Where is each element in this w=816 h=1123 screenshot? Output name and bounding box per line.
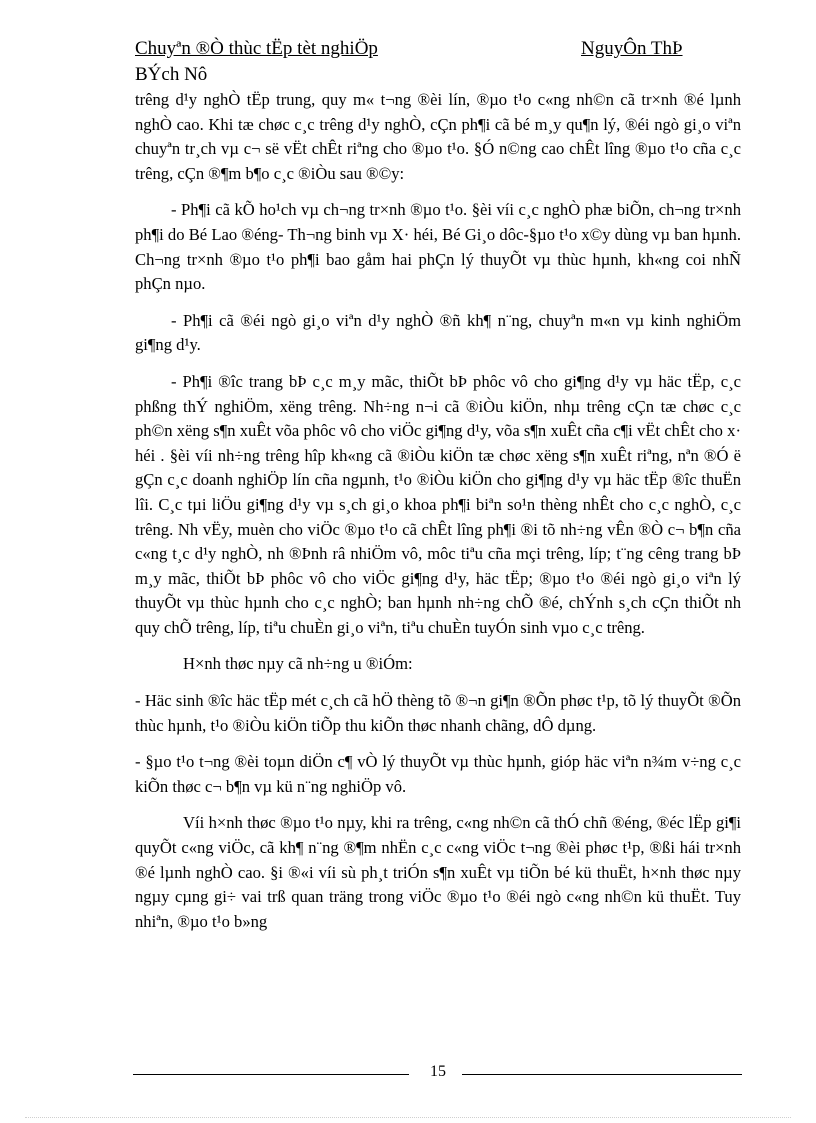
page-number: 15 bbox=[430, 1063, 446, 1080]
header-author-continued: BÝch Nô bbox=[135, 64, 208, 85]
paragraph: - Häc sinh ®îc häc tËp mét c¸ch cã hÖ thèng tõ ®¬n gi¶n ®Õn phøc t¹p, tõ lý thuyÕt ®Õn thùc hµnh, t¹o ®iÒu kiÖn tiÕp thu kiÕn thøc nhanh chãng, dÔ dµng. bbox=[135, 691, 741, 735]
body-text bbox=[135, 88, 741, 946]
paragraph: Víi h×nh thøc ®µo t¹o nµy, khi ra trêng, c«ng nh©n cã thÓ chñ ®éng, ®éc lËp gi¶i quyÕt c«ng viÖc, cã kh¶ n¨ng ®¶m nhËn c¸c c«ng viÖc t¬ng ®èi phøc t¹p, ®ßi hái tr×nh ®é lµnh nghÒ cao. §i ®«i víi sù ph¸t triÓn s¶n xuÊt vµ tiÕn bé kü thuËt, h×nh thøc nµy ngµy cµng gi÷ vai trß quan träng trong viÖc ®µo t¹o ®éi ngò c«ng nh©n kü thuËt. Tuy nhiªn, ®µo t¹o b»ng bbox=[135, 813, 741, 931]
header-author: NguyÔn ThÞ bbox=[581, 38, 683, 59]
running-header bbox=[135, 38, 741, 64]
paragraph: - Ph¶i cã kÕ ho¹ch vµ ch¬ng tr×nh ®µo t¹o. §èi víi c¸c nghÒ phæ biÕn, ch¬ng tr×nh ph¶i do Bé Lao ®éng- Th¬ng binh vµ X· héi, Bé Gi¸o dôc-§µo t¹o x©y dùng vµ ban hµnh. Ch¬ng tr×nh ®µo t¹o ph¶i bao gåm hai phÇn lý thuyÕt vµ thùc hµnh, kh«ng coi nhÑ phÇn nµo. bbox=[135, 200, 741, 294]
paragraph: H×nh thøc nµy cã nh÷ng u ®iÓm: bbox=[183, 654, 413, 674]
page-bottom-border bbox=[25, 1117, 791, 1118]
paragraph: - Ph¶i ®îc trang bÞ c¸c m¸y mãc, thiÕt bÞ phôc vô cho gi¶ng d¹y vµ häc tËp, c¸c phßng thÝ nghiÖm, xëng trêng. Nh÷ng n¬i cã ®iÒu kiÖn, nhµ trêng cÇn tæ chøc c¸c ph©n xëng s¶n xuÊt võa phôc vô cho viÖc gi¶ng d¹y, võa s¶n xuÊt cña c¶i vËt chÊt cho x· héi . §èi víi nh÷ng trêng hîp kh«ng cã ®iÒu kiÖn tæ chøc xëng s¶n xuÊt riªng, nªn ®Ó ë gÇn c¸c doanh nghiÖp lín cña ngµnh, t¹o ®iÒu kiÖn cho gi¶ng d¹y vµ häc tËp ®îc thuËn lîi. C¸c tµi liÖu gi¶ng d¹y vµ s¸ch gi¸o khoa ph¶i biªn so¹n thèng nhÊt cho c¸c nghÒ, c¸c trêng. Nh vËy, muèn cho viÖc ®µo t¹o cã chÊt lîng ph¶i ®i tõ nh÷ng vÊn ®Ò c¬ b¶n cña c«ng t¸c d¹y nghÒ, nh ®Þnh râ nhiÖm vô, môc tiªu cña mçi trêng, líp; t¨ng cêng trang bÞ m¸y mãc, thiÕt bÞ phôc vô cho viÖc gi¶ng d¹y, häc tËp; ®µo t¹o ®éi ngò gi¸o viªn lý thuyÕt vµ thùc hµnh cho c¸c nghÒ; ban hµnh nh÷ng chÕ ®é, chÝnh s¸ch cÇn thiÕt nh quy chÕ trêng, líp, tiªu chuÈn gi¸o viªn, tiªu chuÈn tuyÓn sinh vµo c¸c trêng. bbox=[135, 371, 741, 637]
paragraph: - Ph¶i cã ®éi ngò gi¸o viªn d¹y nghÒ ®ñ kh¶ n¨ng, chuyªn m«n vµ kinh nghiÖm gi¶ng d¹y. bbox=[135, 310, 741, 355]
paragraph: trêng d¹y nghÒ tËp trung, quy m« t¬ng ®èi lín, ®µo t¹o c«ng nh©n cã tr×nh ®é lµnh nghÒ cao. Khi tæ chøc c¸c trêng d¹y nghÒ, cÇn ph¶i cã bé m¸y qu¶n lý, ®éi ngò gi¸o viªn chuyªn tr¸ch vµ c¬ së vËt chÊt riªng cho ®µo t¹o. §Ó n©ng cao chÊt lîng ®µo t¹o cña c¸c trêng, cÇn ®¶m b¶o c¸c ®iÒu sau ®©y: bbox=[135, 90, 741, 183]
header-title: Chuyªn ®Ò thùc tËp tèt nghiÖp bbox=[135, 38, 378, 59]
footer-rule-left bbox=[133, 1074, 409, 1075]
footer-rule-right bbox=[462, 1074, 742, 1075]
paragraph: - §µo t¹o t¬ng ®èi toµn diÖn c¶ vÒ lý thuyÕt vµ thùc hµnh, gióp häc viªn n¾m v÷ng c¸c kiÕn thøc c¬ b¶n vµ kü n¨ng nghiÖp vô. bbox=[135, 752, 741, 796]
